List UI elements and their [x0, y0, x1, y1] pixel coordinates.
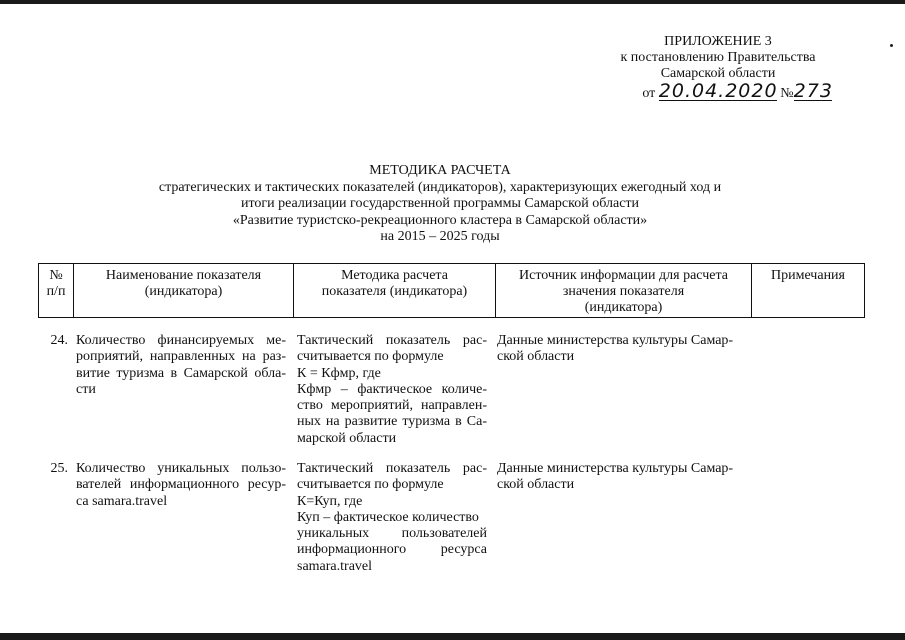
indicator-name: Количество уникальных пользо- вателей информационного ресур- са samara.travel [76, 461, 286, 509]
handwritten-date: 20.04.2020 [658, 80, 778, 102]
header-calculation-method: Методика расчета показателя (индикатора) [321, 268, 468, 299]
scan-top-edge [0, 0, 905, 4]
document-subtitle-line: на 2015 – 2025 годы [380, 229, 500, 244]
indicator-name: Количество финансируемых ме- роприятий, направленных на раз- витие туризма в Самарской обла- сти [76, 333, 286, 397]
appendix-date-line [608, 80, 833, 102]
appendix-title: ПРИЛОЖЕНИЕ 3 [664, 34, 772, 49]
document-heading: МЕТОДИКА РАСЧЕТА [369, 163, 511, 178]
date-prefix: от [642, 86, 656, 101]
document-subtitle-line: стратегических и тактических показателей (индикаторов), характеризующих ежегодный ход и [158, 179, 722, 195]
appendix-line-2: Самарской области [660, 66, 776, 81]
appendix-line-1: к постановлению Правительства [620, 50, 816, 65]
header-indicator-name: Наименование показателя (индикатора) [105, 268, 262, 299]
calculation-method: Тактический показатель рас- считывается по формуле К = Кфмр, где Кфмр – фактическое количе- ство мероприятий, направлен- ных на развитие туризма в Са- марской области [297, 333, 487, 446]
row-number: 25. [50, 461, 68, 476]
scan-bottom-edge [0, 633, 905, 640]
document-subtitle-line: итоги реализации государственной программы Самарской области [240, 196, 640, 211]
number-prefix: № [780, 86, 794, 101]
information-source: Данные министерства культуры Самар- ской области [497, 461, 734, 493]
handwritten-number: 273 [793, 80, 833, 102]
row-number: 24. [50, 333, 68, 348]
document-subtitle-line: «Развитие туристско-рекреационного кластера в Самарской области» [232, 212, 648, 228]
header-information-source: Источник информации для расчета значения показателя (индикатора) [519, 268, 728, 315]
table-header [38, 263, 865, 318]
header-number: № п/п [46, 268, 66, 299]
information-source: Данные министерства культуры Самар- ской области [497, 333, 734, 365]
appendix-block [608, 34, 833, 102]
calculation-method: Тактический показатель рас- считывается по формуле К=Куп, где Куп – фактическое количество уникальных пользователей информационного ресурса samara.travel [297, 461, 487, 574]
document-title [80, 163, 800, 246]
scan-speck [890, 44, 893, 47]
header-notes: Примечания [770, 268, 845, 283]
